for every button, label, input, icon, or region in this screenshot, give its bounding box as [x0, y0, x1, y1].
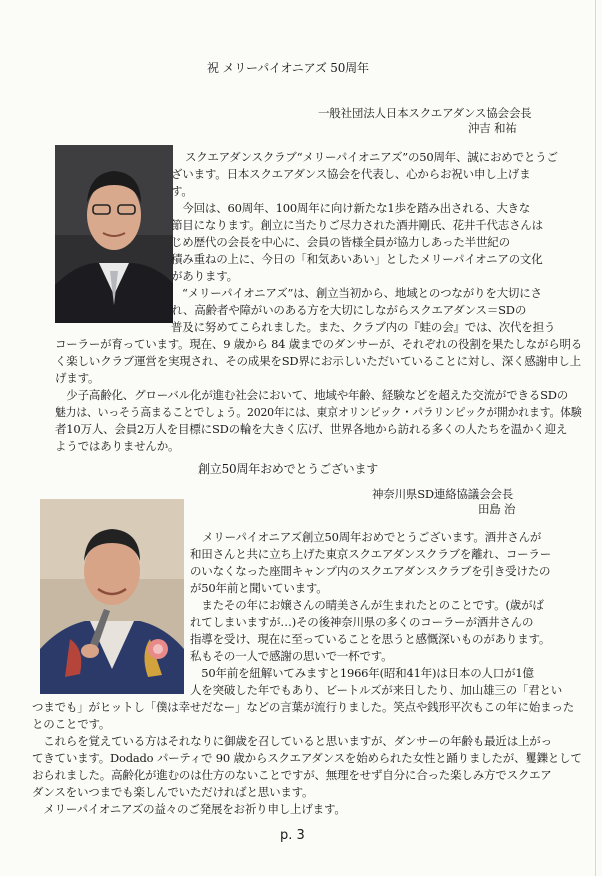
page-edge-divider: [595, 0, 596, 876]
article1-line: く楽しいクラブ運営を実現され、その成果をSD界にお示しいただいていることに対し、深く感謝申し上: [55, 354, 581, 368]
article2-line: ダンスをいつまでも楽しんでいただければと思います。: [32, 785, 314, 799]
article1-author-photo: [55, 145, 173, 323]
article1-line: ざいます。日本スクエアダンス協会を代表し、心からお祝い申し上げま: [171, 167, 531, 181]
article2-author-photo: [40, 499, 184, 694]
article1-line: があります。: [171, 269, 238, 283]
article1-line: スクエアダンスクラブ“メリーパイオニアズ”の50周年、誠におめでとうご: [185, 150, 558, 164]
article1-author-org: 一般社団法人日本スクエアダンス協会会長: [318, 106, 532, 120]
article2-line: 和田さんと共に立ち上げた東京スクエアダンスクラブを離れ、コーラー: [190, 547, 552, 561]
article1-line: す。: [171, 184, 193, 198]
article2-line: が50年前と聞いています。: [190, 581, 328, 595]
article1-line: 節目になります。創立に当たりご尽力された酒井剛氏、花井千代志さんは: [171, 218, 543, 232]
article1-line: じめ歴代の会長を中心に、会員の皆様全員が協力しあった半世紀の: [171, 235, 510, 249]
article2-line: おられました。高齢化が進むのは仕方のないことですが、無理をせず自分に合った楽しみ方でスクエア: [32, 768, 552, 782]
article1-title: 祝 メリーパイオニアズ 50周年: [207, 61, 369, 75]
article2-line: メリーパイオニアズ創立50周年おめでとうございます。酒井さんが: [202, 530, 542, 544]
article1-line: ようではありませんか。: [55, 439, 180, 453]
article2-line: てきています。Dodado パーティで 90 歳からスクエアダンスを始められた女性と踊りましたが、矍鑠として: [32, 751, 582, 765]
article1-line: “メリーパイオニアズ”は、創立当初から、地域とのつながりを大切にさ: [182, 286, 542, 300]
article1-line: れ、高齢者や障がいのある方を大切にしながらスクエアダンス＝SDの: [171, 303, 527, 317]
article2-title: 創立50周年おめでとうございます: [198, 462, 379, 476]
article2-line: 人を突破した年でもあり、ビートルズが来日したり、加山雄三の「君とい: [190, 683, 563, 697]
article2-line: 50年前を紐解いてみますと1966年(昭和41年)は日本の人口が1億: [190, 666, 534, 680]
article1-author-name: 沖吉 和祐: [468, 121, 517, 135]
article2-line: 私もその一人で感謝の思いで一杯です。: [190, 649, 393, 663]
article2-line: つまでも」がヒットし「僕は幸せだなー」などの言葉が流行りました。笑点や銭形平次もこの年に始まった: [32, 700, 575, 714]
article2-line: 指導を受け、現在に至っていることを思うと感慨深いものがあります。: [190, 632, 551, 646]
article2-line: メリーパイオニアズの益々のご発展をお祈り申し上げます。: [32, 802, 346, 816]
article1-line: げます。: [55, 371, 100, 385]
article2-line: とのことです。: [32, 717, 111, 731]
article1-line: コーラーが育っています。現在、9 歳から 84 歳までのダンサーが、それぞれの役割を果たしながら明る: [55, 337, 583, 351]
article1-line: 者10万人、会員2万人を目標にSDの輪を大きく広げ、世界各地から訪れる多くの人たちを温かく迎え: [55, 422, 568, 436]
article1-line: 普及に努めてこられました。また、クラブ内の『蛙の会』では、次代を担う: [171, 320, 556, 334]
article1-line: 魅力は、いっそう高まることでしょう。2020年には、東京オリンピック・パラリンピックが開かれます。体験: [55, 405, 582, 419]
article2-line: のいなくなった座間キャンプ内のスクエアダンスクラブを引き受けたの: [190, 564, 551, 578]
article1-line: 少子高齢化、グローバル化が進む社会において、地域や年齢、経験などを超えた交流ができるSDの: [55, 388, 569, 402]
article2-author-org: 神奈川県SD連絡協議会会長: [372, 487, 513, 501]
page-number: p. 3: [280, 828, 305, 843]
article2-author-name: 田島 治: [478, 502, 516, 516]
article2-line: またその年にお嬢さんの晴美さんが生まれたとのことです。(歳がば: [190, 598, 544, 612]
article2-line: これらを覚えている方はそれなりに御歳を召していると思いますが、ダンサーの年齢も最近は上がっ: [32, 734, 552, 748]
article1-line: 今回は、60周年、100周年に向け新たな1歩を踏み出される、大きな: [171, 201, 531, 215]
article1-line: 積み重ねの上に、今日の「和気あいあい」としたメリーパイオニアの文化: [171, 252, 543, 266]
article2-line: れてしまいますが…)その後神奈川県の多くのコーラーが酒井さんの: [190, 615, 534, 629]
